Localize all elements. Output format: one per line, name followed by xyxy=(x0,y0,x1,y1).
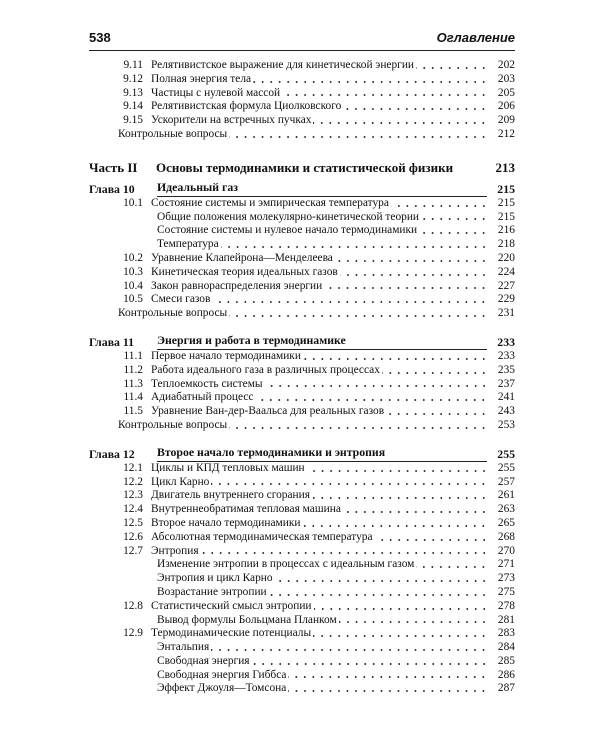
entry-number: 11.5 xyxy=(123,405,143,418)
entry-title: Частицы с нулевой массой xyxy=(151,86,281,99)
chapter-heading[interactable] xyxy=(89,332,515,350)
entry-page: 235 xyxy=(497,363,515,376)
toc-entry[interactable] xyxy=(89,197,515,211)
entry-title: Состояние системы и эмпирическая температура xyxy=(151,196,389,209)
entry-title: Общие положения молекулярно-кинетической теории xyxy=(157,210,420,223)
entry-page: 209 xyxy=(497,114,515,127)
toc-entry[interactable] xyxy=(89,378,515,392)
entry-number: 10.4 xyxy=(123,279,143,292)
dot-leader xyxy=(275,579,488,583)
chapter-title: Энергия и работа в термодинамике xyxy=(157,333,487,350)
entry-number: 11.3 xyxy=(123,377,143,390)
dot-leader xyxy=(416,565,488,569)
part-label: Часть II xyxy=(89,159,138,175)
toc-entry[interactable] xyxy=(89,558,515,572)
dot-leader xyxy=(343,107,488,111)
entry-page: 265 xyxy=(497,516,515,529)
dot-leader xyxy=(324,286,488,290)
toc-entry[interactable] xyxy=(89,364,515,378)
entry-title: Изменение энтропии в процессах с идеальным газом xyxy=(157,558,415,571)
dot-leader xyxy=(269,593,488,597)
entry-number: 9.13 xyxy=(123,86,143,99)
entry-page: 229 xyxy=(497,293,515,306)
toc-entry[interactable] xyxy=(89,100,515,114)
dot-leader xyxy=(313,121,488,125)
dot-leader xyxy=(229,426,488,430)
entry-number: 10.2 xyxy=(123,251,143,264)
running-header xyxy=(89,30,515,51)
dot-leader xyxy=(375,538,488,542)
entry-title: Закон равнораспределения энергии xyxy=(151,279,323,292)
dot-leader xyxy=(303,357,488,361)
entry-title: Энтропия и цикл Карно xyxy=(157,572,273,585)
toc-entry[interactable] xyxy=(89,391,515,405)
entry-page: 257 xyxy=(497,475,515,488)
toc-entry[interactable] xyxy=(89,266,515,280)
dot-leader xyxy=(382,371,488,375)
part-page: 213 xyxy=(495,159,515,175)
dot-leader xyxy=(253,80,488,84)
entry-number: 12.5 xyxy=(123,516,143,529)
entry-page: 202 xyxy=(497,59,515,71)
entry-page: 273 xyxy=(497,572,515,585)
entry-title: Второе начало термодинамики xyxy=(151,516,301,529)
entry-title: Кинетическая теория идеальных газов xyxy=(151,265,338,278)
toc-entry[interactable] xyxy=(89,350,515,364)
dot-leader xyxy=(391,204,488,208)
chapter-label: Глава 12 xyxy=(89,446,135,461)
toc-entry[interactable] xyxy=(89,238,515,252)
part-title: Основы термодинамики и статистической физики xyxy=(156,159,454,175)
toc-entry[interactable] xyxy=(89,462,515,476)
dot-leader xyxy=(314,607,488,611)
entry-title: Возрастание энтропии xyxy=(157,585,267,598)
entry-number: 12.9 xyxy=(123,627,143,640)
toc-entry[interactable] xyxy=(89,489,515,503)
toc-entry[interactable] xyxy=(89,627,515,641)
entry-page: 255 xyxy=(497,461,515,474)
dot-leader xyxy=(313,634,488,638)
entry-title: Полная энергия тела xyxy=(151,72,252,85)
entry-title: Контрольные вопросы xyxy=(118,418,228,431)
toc-entry[interactable] xyxy=(89,59,515,73)
pre-entries xyxy=(89,59,515,142)
dot-leader xyxy=(307,469,488,473)
toc-entry[interactable] xyxy=(89,572,515,586)
entry-page: 218 xyxy=(497,238,515,251)
chapter-heading[interactable] xyxy=(89,444,515,462)
entry-title: Статистический смысл энтропии xyxy=(151,599,312,612)
entry-page: 271 xyxy=(497,558,515,571)
chapters xyxy=(89,179,515,697)
dot-leader xyxy=(302,524,488,528)
toc-entry[interactable] xyxy=(89,517,515,531)
entry-page: 231 xyxy=(497,307,515,320)
entry-page: 241 xyxy=(497,391,515,404)
entry-title: Эффект Джоуля—Томсона xyxy=(157,682,287,695)
entry-number: 12.2 xyxy=(123,475,143,488)
entry-number: 9.12 xyxy=(123,72,143,85)
entry-title: Энтропия xyxy=(151,544,199,557)
entry-title: Контрольные вопросы xyxy=(118,127,228,140)
entry-page: 216 xyxy=(497,224,515,237)
entry-page: 215 xyxy=(497,210,515,223)
dot-leader xyxy=(211,482,488,486)
toc-entry[interactable] xyxy=(89,293,515,307)
dot-leader xyxy=(282,93,488,97)
entry-page: 220 xyxy=(497,251,515,264)
entry-title: Теплоемкость системы xyxy=(151,377,263,390)
toc-entry[interactable] xyxy=(89,600,515,614)
entry-page: 215 xyxy=(497,196,515,209)
entry-number: 9.15 xyxy=(123,114,143,127)
toc-entry[interactable] xyxy=(89,87,515,101)
toc-entry[interactable] xyxy=(89,682,515,696)
entry-title: Свободная энергия xyxy=(157,654,250,667)
page-number: 538 xyxy=(89,30,111,45)
chapter-page: 255 xyxy=(497,446,515,461)
entry-title: Смеси газов xyxy=(151,293,211,306)
dot-leader xyxy=(340,273,488,277)
entry-title: Свободная энергия Гиббса xyxy=(157,668,287,681)
dot-leader xyxy=(335,259,488,263)
entry-page: 227 xyxy=(497,279,515,292)
dot-leader xyxy=(229,135,488,139)
entry-page: 233 xyxy=(497,349,515,362)
toc-entry[interactable] xyxy=(89,586,515,600)
entry-title: Абсолютная термодинамическая температура xyxy=(151,530,373,543)
toc-entry[interactable] xyxy=(89,503,515,517)
toc-entry[interactable] xyxy=(89,280,515,294)
dot-leader xyxy=(252,662,488,666)
entry-number: 12.8 xyxy=(123,599,143,612)
entry-title: Энтальпия xyxy=(157,641,210,654)
dot-leader xyxy=(265,384,488,388)
entry-number: 10.5 xyxy=(123,293,143,306)
toc-entry[interactable] xyxy=(89,614,515,628)
entry-page: 285 xyxy=(497,654,515,667)
entry-title: Внутреннеобратимая тепловая машина xyxy=(151,503,341,516)
entry-page: 263 xyxy=(497,503,515,516)
toc-entry[interactable] xyxy=(89,641,515,655)
entry-title: Термодинамические потенциалы xyxy=(151,627,312,640)
chapter-title: Второе начало термодинамики и энтропия xyxy=(157,445,487,462)
running-title: Оглавление xyxy=(436,30,515,45)
entry-page: 261 xyxy=(497,489,515,502)
entry-number: 9.11 xyxy=(123,59,143,71)
entry-title: Температура xyxy=(157,238,219,251)
entry-page: 284 xyxy=(497,641,515,654)
toc-entry[interactable] xyxy=(89,669,515,683)
entry-number: 12.7 xyxy=(123,544,143,557)
entry-number: 12.4 xyxy=(123,503,143,516)
chapter-label: Глава 11 xyxy=(89,334,135,349)
entry-page: 281 xyxy=(497,613,515,626)
toc-entry[interactable] xyxy=(89,419,515,433)
entry-page: 243 xyxy=(497,405,515,418)
dot-leader xyxy=(201,551,488,555)
toc-entry[interactable] xyxy=(89,405,515,419)
entry-page: 278 xyxy=(497,599,515,612)
entry-title: Состояние системы и нулевое начало термодинамики xyxy=(157,224,418,237)
chapter-page: 233 xyxy=(497,334,515,349)
table-of-contents xyxy=(89,59,515,696)
toc-entry[interactable] xyxy=(89,476,515,490)
entry-page: 224 xyxy=(497,265,515,278)
entry-number: 12.6 xyxy=(123,530,143,543)
entry-page: 203 xyxy=(497,72,515,85)
entry-number: 10.1 xyxy=(123,196,143,209)
entry-number: 10.3 xyxy=(123,265,143,278)
dot-leader xyxy=(386,412,488,416)
entry-title: Контрольные вопросы xyxy=(118,307,228,320)
entry-title: Ускорители на встречных пучках xyxy=(151,114,312,127)
entry-number: 9.14 xyxy=(123,100,143,113)
entry-page: 283 xyxy=(497,627,515,640)
dot-leader xyxy=(255,398,488,402)
entry-title: Уравнение Ван-дер-Ваальса для реальных газов xyxy=(151,405,385,418)
chapter-title: Идеальный газ xyxy=(157,180,487,197)
entry-number: 12.1 xyxy=(123,461,143,474)
entry-page: 253 xyxy=(497,418,515,431)
entry-title: Цикл Карно xyxy=(151,475,210,488)
toc-entry[interactable] xyxy=(89,73,515,87)
dot-leader xyxy=(343,510,488,514)
entry-title: Вывод формулы Больцмана Планком xyxy=(157,613,337,626)
part-heading xyxy=(89,160,515,176)
dot-leader xyxy=(312,496,488,500)
dot-leader xyxy=(339,620,488,624)
entry-number: 12.3 xyxy=(123,489,143,502)
entry-page: 268 xyxy=(497,530,515,543)
entry-page: 270 xyxy=(497,544,515,557)
toc-entry[interactable] xyxy=(89,307,515,321)
chapter-heading[interactable] xyxy=(89,179,515,197)
toc-entry[interactable] xyxy=(89,114,515,128)
entry-title: Уравнение Клапейрона—Менделеева xyxy=(151,251,333,264)
toc-entry[interactable] xyxy=(89,211,515,225)
chapter-label: Глава 10 xyxy=(89,181,135,196)
dot-leader xyxy=(416,66,488,70)
toc-entry[interactable] xyxy=(89,531,515,545)
entry-title: Двигатель внутреннего сгорания xyxy=(151,489,310,502)
toc-entry[interactable] xyxy=(89,224,515,238)
chapter-page: 215 xyxy=(497,181,515,196)
toc-entry[interactable] xyxy=(89,545,515,559)
entry-title: Циклы и КПД тепловых машин xyxy=(151,461,305,474)
entry-title: Адиабатный процесс xyxy=(151,391,254,404)
dot-leader xyxy=(288,689,488,693)
toc-entry[interactable] xyxy=(89,252,515,266)
entry-page: 212 xyxy=(497,127,515,140)
entry-number: 11.2 xyxy=(123,363,143,376)
entry-page: 287 xyxy=(497,682,515,695)
entry-page: 275 xyxy=(497,585,515,598)
dot-leader xyxy=(229,314,488,318)
entry-title: Первое начало термодинамики xyxy=(151,349,301,362)
entry-number: 11.4 xyxy=(123,391,143,404)
dot-leader xyxy=(212,300,488,304)
entry-number: 11.1 xyxy=(123,349,143,362)
dot-leader xyxy=(419,231,488,235)
entry-page: 286 xyxy=(497,668,515,681)
dot-leader xyxy=(421,217,488,221)
toc-entry[interactable] xyxy=(89,128,515,142)
entry-title: Релятивистская формула Циолковского xyxy=(151,100,342,113)
entry-page: 237 xyxy=(497,377,515,390)
dot-leader xyxy=(211,648,488,652)
entry-page: 205 xyxy=(497,86,515,99)
entry-page: 206 xyxy=(497,100,515,113)
entry-title: Работа идеального газа в различных процессах xyxy=(151,363,380,376)
entry-title: Релятивистское выражение для кинетической энергии xyxy=(151,59,415,71)
dot-leader xyxy=(288,675,488,679)
dot-leader xyxy=(221,245,488,249)
toc-entry[interactable] xyxy=(89,655,515,669)
